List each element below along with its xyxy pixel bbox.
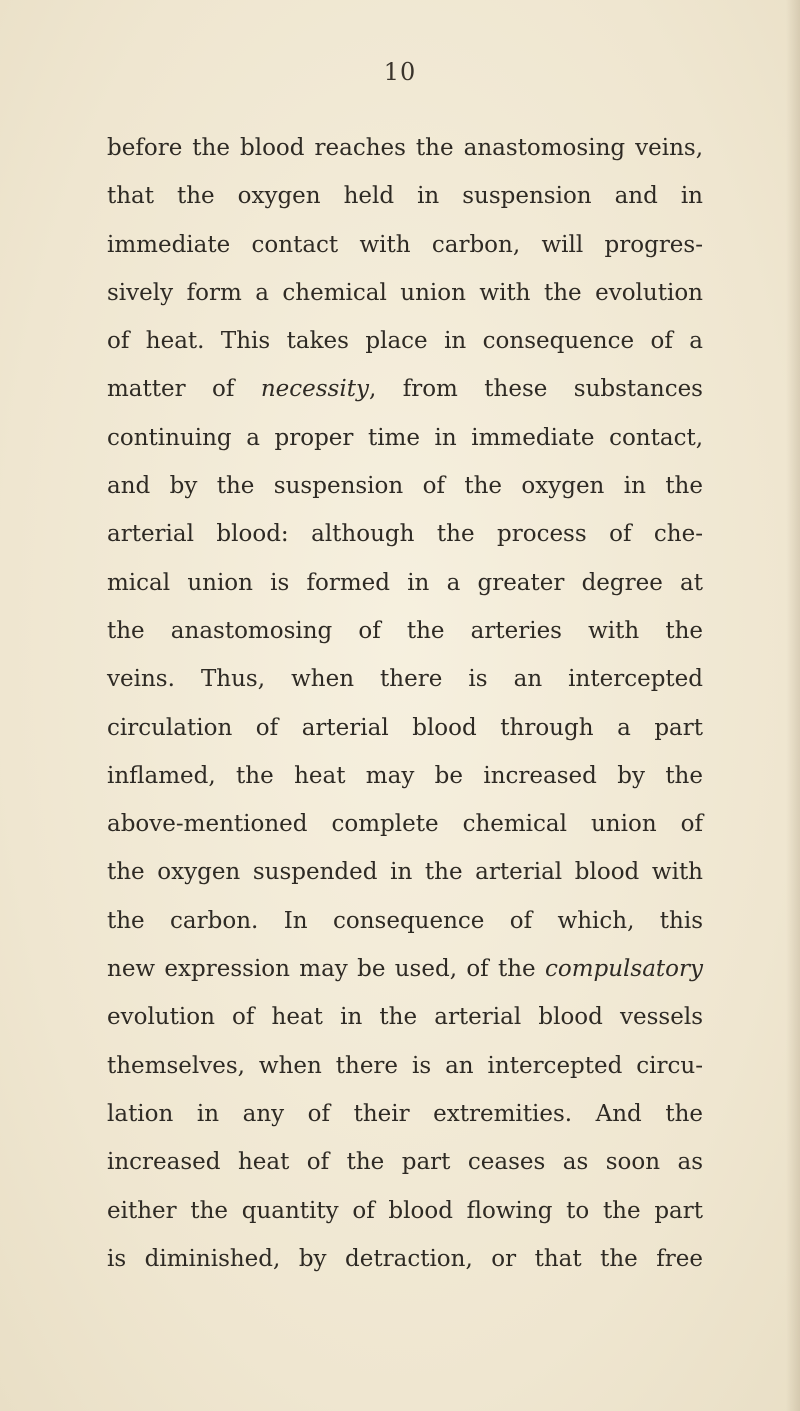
text-line: and by the suspension of the oxygen in the xyxy=(107,473,703,500)
text-line: immediate contact with carbon, will progres- xyxy=(107,231,703,258)
text-line: evolution of heat in the arterial blood vessels xyxy=(107,1004,703,1031)
text-line: increased heat of the part ceases as soon as xyxy=(107,1149,703,1176)
text-line: above-mentioned complete chemical union of xyxy=(107,811,703,838)
text-line: new expression may be used, of the compulsatory xyxy=(107,956,703,983)
text-line: that the oxygen held in suspension and in xyxy=(107,183,703,210)
text-line: lation in any of their extremities. And the xyxy=(107,1100,703,1127)
text-line: arterial blood: although the process of che- xyxy=(107,521,703,548)
page-edge-shadow xyxy=(786,0,800,1411)
text-line: sively form a chemical union with the evolution xyxy=(107,279,703,306)
text-line: the oxygen suspended in the arterial blood with xyxy=(107,859,703,886)
page-number: 10 xyxy=(383,58,417,86)
body-text xyxy=(107,124,703,1283)
text-line: before the blood reaches the anastomosing veins, xyxy=(107,135,703,161)
italic-word: compulsatory xyxy=(544,956,703,983)
text-line: circulation of arterial blood through a part xyxy=(107,714,703,741)
text-line: the carbon. In consequence of which, this xyxy=(107,907,703,934)
text-line: of heat. This takes place in consequence of a xyxy=(107,328,703,355)
text-line: mical union is formed in a greater degree at xyxy=(107,569,703,596)
italic-word: necessity xyxy=(260,376,369,403)
text-line: inflamed, the heat may be increased by the xyxy=(107,762,703,789)
text-line: is diminished, by detraction, or that the free xyxy=(107,1245,703,1272)
text-line: continuing a proper time in immediate contact, xyxy=(107,424,703,451)
text-line: matter of necessity, from these substances xyxy=(107,376,703,403)
text-line: either the quantity of blood flowing to the part xyxy=(107,1197,703,1224)
text-line: veins. Thus, when there is an intercepted xyxy=(107,666,703,693)
text-line: the anastomosing of the arteries with the xyxy=(107,617,703,644)
text-line: themselves, when there is an intercepted circu- xyxy=(107,1052,703,1079)
